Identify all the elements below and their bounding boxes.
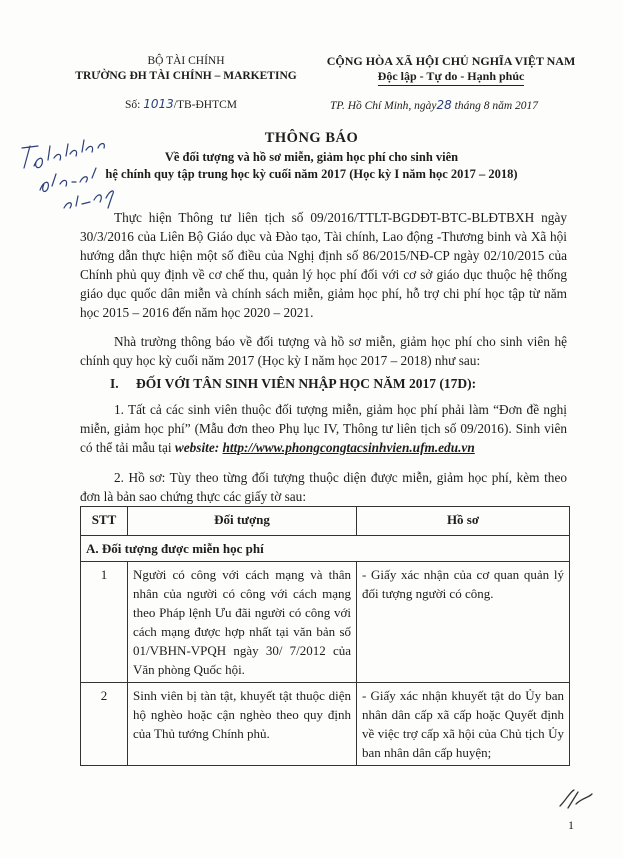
table-row <box>81 562 570 683</box>
paragraph-documents: 2. Hồ sơ: Tùy theo từng đối tượng thuộc diện được miễn, giảm học phí, kèm theo đơn là bản sao chứng thực các giấy tờ sau: <box>80 470 567 504</box>
section-heading <box>110 376 476 392</box>
table-row <box>81 683 570 766</box>
page-number: 1 <box>568 818 574 832</box>
document-title: THÔNG BÁO <box>264 130 359 146</box>
country-name: CỘNG HÒA XÃ HỘI CHỦ NGHĨA VIỆT NAM <box>326 54 576 68</box>
records-table <box>80 506 570 766</box>
national-header <box>316 54 586 86</box>
row-object: Người có công với cách mạng và thân nhân của người có công với cách mạng theo Pháp lệnh Ưu đãi người có công với cách mạng được hợp nhất tại văn bản số 01/VBHN-VPQH ngày 30/ 7/2012 của Văn phòng Quốc hội. <box>128 562 357 683</box>
row-records: - Giấy xác nhận của cơ quan quản lý đối tượng người có công. <box>357 562 570 683</box>
row-records: - Giấy xác nhận khuyết tật do Ủy ban nhân dân cấp xã cấp hoặc Quyết định về việc trợ cấp xã hội của Chủ tịch Ủy ban nhân dân cấp huyện; <box>357 683 570 766</box>
group-a-label: A. Đối tượng được miễn học phí <box>81 536 570 562</box>
website-link[interactable]: http://www.phongcongtacsinhvien.ufm.edu.vn <box>222 440 475 455</box>
handwritten-day: 28 <box>436 98 452 112</box>
document-subtitle-line1: Về đối tượng và hồ sơ miễn, giảm học phí cho sinh viên <box>164 150 459 164</box>
paragraph-application-form: 1. Tất cả các sinh viên thuộc đối tượng miễn, giảm học phí phải làm “Đơn đề nghị miễn, giảm học phí” (Mẫu đơn theo Phụ lục IV, Thông tư liên tịch số 09/2016). Sinh viên có thể tải mẫu tại website: http://www.phongcongtacsinhvien.ufm.edu.vn <box>80 402 567 455</box>
section-title: ĐỐI VỚI TÂN SINH VIÊN NHẬP HỌC NĂM 2017 (17D): <box>136 376 477 391</box>
header-object: Đối tượng <box>128 507 357 536</box>
row-stt: 1 <box>81 562 128 683</box>
row-object: Sinh viên bị tàn tật, khuyết tật thuộc diện hộ nghèo hoặc cận nghèo theo quy định của Thủ tướng Chính phủ. <box>128 683 357 766</box>
paragraph-announcement: Nhà trường thông báo về đối tượng và hồ sơ miễn, giảm học phí cho sinh viên hệ chính quy học kỳ cuối năm 2017 (Học kỳ I năm học 2017 – 2018) như sau: <box>80 334 567 368</box>
school-name: TRƯỜNG ĐH TÀI CHÍNH – MARKETING <box>75 70 297 82</box>
handwritten-initial <box>556 786 596 812</box>
place-date: TP. Hồ Chí Minh, ngày28 tháng 8 năm 2017 <box>330 98 539 112</box>
row-stt: 2 <box>81 683 128 766</box>
paragraph-legal-basis: Thực hiện Thông tư liên tịch số 09/2016/TTLT-BGDĐT-BTC-BLĐTBXH ngày 30/3/2016 của Liên Bộ Giáo dục và Đào tạo, Tài chính, Lao động -Thương binh và Xã hội hướng dẫn thực hiện một số điều của Nghị định số 86/2015/NĐ-CP ngày 02/10/2015 của Chính phủ quy định về cơ chế thu, quản lý học phí đối với cơ sở giáo dục thuộc hệ thống giáo dục quốc dân miễn và chính sách miễn, giảm học phí, hỗ trợ chi phí học tập từ năm học 2015 – 2016 đến năm học 2020 – 2021. <box>80 210 567 320</box>
website-label: website: <box>174 440 220 455</box>
document-subtitle-line2: hệ chính quy tập trung học kỳ cuối năm 2017 (Học kỳ I năm học 2017 – 2018) <box>105 167 518 181</box>
national-motto: Độc lập - Tự do - Hạnh phúc <box>378 69 525 86</box>
header-stt: STT <box>81 507 128 536</box>
ministry-name: BỘ TÀI CHÍNH <box>147 55 225 67</box>
table-header-row <box>81 507 570 536</box>
section-number: I. <box>110 376 119 391</box>
document-number: Số: 1013/TB-ĐHTCM <box>125 97 238 111</box>
handwritten-number: 1013 <box>143 97 174 111</box>
issuer-header <box>68 54 304 84</box>
group-row <box>81 536 570 562</box>
header-records: Hồ sơ <box>357 507 570 536</box>
